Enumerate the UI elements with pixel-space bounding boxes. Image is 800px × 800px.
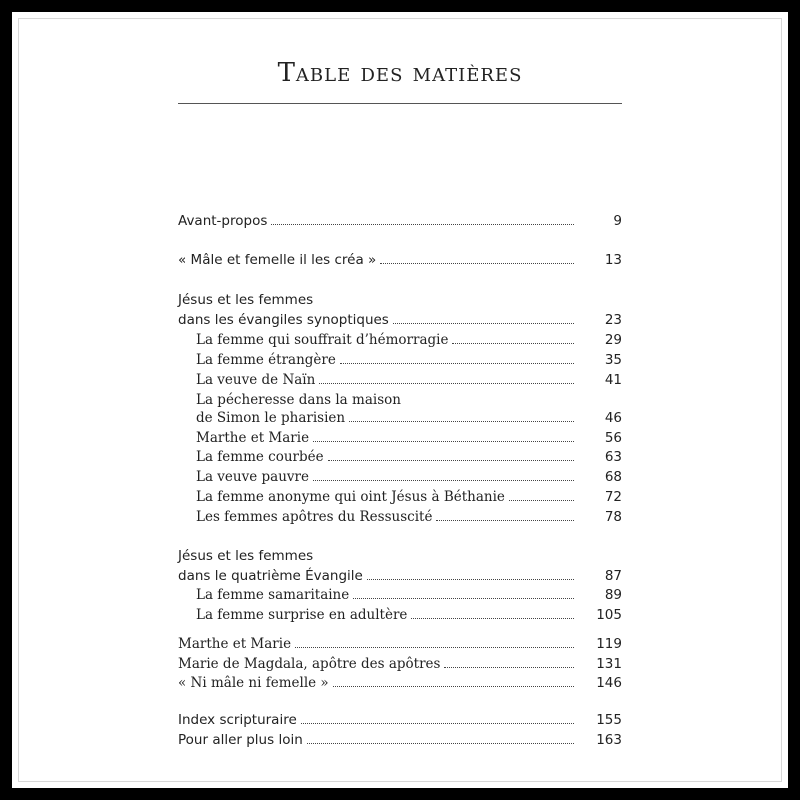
dot-leader (340, 363, 574, 364)
toc-page-number: 131 (596, 656, 622, 672)
toc-page-number: 163 (596, 732, 622, 748)
toc-entry-hemorragie: La femme qui souffrait d’hémorragie (196, 332, 578, 348)
dot-leader (328, 460, 574, 461)
dot-leader (307, 743, 574, 744)
dot-leader (444, 667, 574, 668)
dot-leader (452, 343, 574, 344)
dot-leader (353, 598, 574, 599)
toc-page-number: 89 (604, 587, 622, 603)
toc-entry-plus-loin: Pour aller plus loin (178, 732, 578, 748)
toc-page-number: 13 (604, 252, 622, 268)
toc-page-number: 35 (604, 352, 622, 368)
dot-leader (393, 323, 574, 324)
toc-page-number: 29 (604, 332, 622, 348)
toc-entry-marthe-marie: Marthe et Marie (196, 430, 578, 446)
toc-page-number: 87 (604, 568, 622, 584)
toc-page-number: 78 (604, 509, 622, 525)
toc-page-number: 46 (604, 410, 622, 426)
dot-leader (313, 441, 574, 442)
toc-page-number: 72 (604, 489, 622, 505)
toc-entry-male-femelle: « Mâle et femelle il les créa » (178, 252, 578, 268)
toc-page-number: 41 (604, 372, 622, 388)
toc-page-number: 146 (596, 675, 622, 691)
toc-section-quatrieme-line1: Jésus et les femmes (178, 548, 314, 564)
dot-leader (319, 383, 574, 384)
toc-entry-index: Index scripturaire (178, 712, 578, 728)
toc-entry-anonyme: La femme anonyme qui oint Jésus à Béthanie (196, 489, 578, 505)
dot-leader (313, 480, 574, 481)
toc-entry-courbee: La femme courbée (196, 449, 578, 465)
dot-leader (349, 421, 574, 422)
toc-page-number: 119 (596, 636, 622, 652)
toc-entry-apotres-ressuscite: Les femmes apôtres du Ressuscité (196, 509, 578, 525)
toc-entry-nain: La veuve de Naïn (196, 372, 578, 388)
toc-entry-pecheresse-line1: La pécheresse dans la maison (196, 392, 401, 408)
dot-leader (333, 686, 574, 687)
toc-entry-ni-male: « Ni mâle ni femelle » (178, 675, 578, 691)
dot-leader (367, 579, 574, 580)
toc-entry-avant-propos: Avant-propos (178, 213, 578, 229)
toc-entry-magdala: Marie de Magdala, apôtre des apôtres (178, 656, 578, 672)
dot-leader (436, 520, 574, 521)
dot-leader (301, 723, 574, 724)
toc-page-number: 105 (596, 607, 622, 623)
dot-leader (295, 647, 574, 648)
toc-entry-adultere: La femme surprise en adultère (196, 607, 578, 623)
toc-page-number: 56 (604, 430, 622, 446)
toc-page-number: 155 (596, 712, 622, 728)
toc-section-quatrieme: dans le quatrième Évangile (178, 568, 578, 584)
toc-page-number: 68 (604, 469, 622, 485)
page-title: Table des matières (277, 58, 523, 88)
toc-page-number: 23 (604, 312, 622, 328)
toc-entry-pecheresse: de Simon le pharisien (196, 410, 578, 426)
toc-entry-samaritaine: La femme samaritaine (196, 587, 578, 603)
toc-section-synoptiques-line1: Jésus et les femmes (178, 292, 314, 308)
toc-section-synoptiques: dans les évangiles synoptiques (178, 312, 578, 328)
toc-entry-veuve-pauvre: La veuve pauvre (196, 469, 578, 485)
toc-page-number: 63 (604, 449, 622, 465)
toc-entry-etrangere: La femme étrangère (196, 352, 578, 368)
toc-page-number: 9 (613, 213, 622, 229)
dot-leader (271, 224, 574, 225)
toc-entry-marthe-marie-2: Marthe et Marie (178, 636, 578, 652)
dot-leader (411, 618, 574, 619)
dot-leader (380, 263, 574, 264)
